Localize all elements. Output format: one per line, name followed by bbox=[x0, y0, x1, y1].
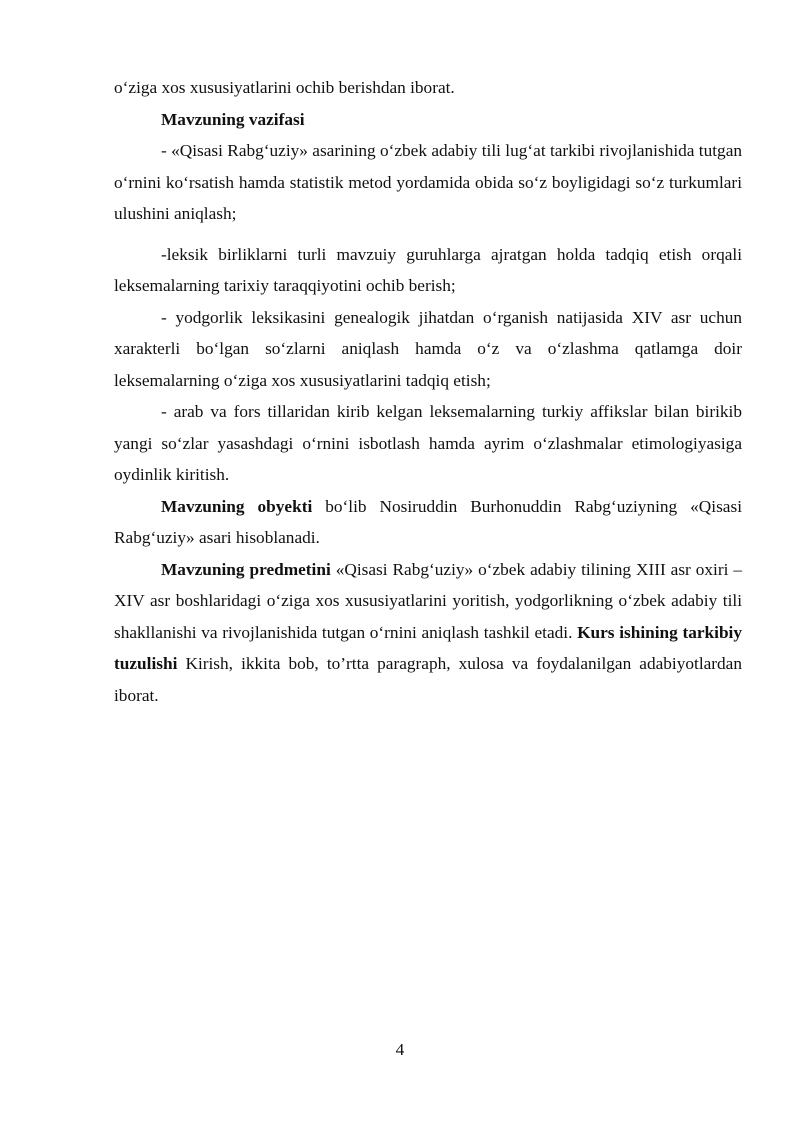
paragraph-subject bbox=[114, 554, 742, 712]
bold-lead: Mavzuning obyekti bbox=[161, 496, 313, 516]
bold-lead: Mavzuning predmetini bbox=[161, 559, 331, 579]
paragraph-object bbox=[114, 491, 742, 554]
heading-text: Mavzuning vazifasi bbox=[161, 109, 305, 129]
bold-lead-structure: Kurs ishining tarkibiy tuzulishi bbox=[114, 622, 743, 673]
paragraph-continuation bbox=[114, 72, 742, 104]
paragraph-text: bo‘lib Nosiruddin Burhonuddin Rabg‘uziyning «Qisasi Rabg‘uziy» asari hisoblanadi. bbox=[114, 496, 742, 547]
paragraph-text: - «Qisasi Rabg‘uziy» asarining o‘zbek adabiy tili lug‘at tarkibi rivojlanishida tutgan o‘rnini ko‘rsatish hamda statistik metod yordamida obida so‘z boyligidagi so‘z turkumlari ulushini aniqlash; bbox=[114, 141, 742, 223]
task-item-3 bbox=[114, 302, 742, 397]
section-heading-tasks bbox=[114, 104, 742, 136]
task-item-2 bbox=[114, 239, 742, 302]
task-item-1 bbox=[114, 135, 742, 230]
paragraph-text: o‘ziga xos xususiyatlarini ochib berishdan iborat. bbox=[114, 78, 455, 97]
paragraph-text: - arab va fors tillaridan kirib kelgan leksemalarning turkiy affikslar bilan birikib yangi so‘zlar yasashdagi o‘rnini isbotlash hamda ayrim o‘zlashmalar etimologiyasiga oydinlik kiritish. bbox=[114, 402, 742, 484]
document-body bbox=[114, 72, 742, 711]
task-item-4 bbox=[114, 396, 742, 491]
paragraph-text: -leksik birliklarni turli mavzuiy guruhlarga ajratgan holda tadqiq etish orqali leksemalarning tarixiy taraqqiyotini ochib berish; bbox=[114, 244, 742, 295]
paragraph-text: «Qisasi Rabg‘uziy» o‘zbek adabiy tilining XIII asr oxiri – XIV asr boshlaridagi o‘ziga xos xususiyatlarini yoritish, yodgorlikning o‘zbek adabiy tili shakllanishi va rivojlanishida tutgan o‘rnini aniqlash tashkil etadi. bbox=[114, 559, 742, 642]
page-number: 4 bbox=[395, 1040, 405, 1059]
paragraph-text: - yodgorlik leksikasini genealogik jihatdan o‘rganish natijasida XIV asr uchun xarakterli bo‘lgan so‘zlarni aniqlash hamda o‘z va o‘zlashma qatlamga doir leksemalarning o‘ziga xos xususiyatlarini tadqiq etish; bbox=[114, 307, 742, 390]
paragraph-text-structure: Kirish, ikkita bob, to’rtta paragraph, xulosa va foydalanilgan adabiyotlardan iborat. bbox=[114, 654, 742, 705]
